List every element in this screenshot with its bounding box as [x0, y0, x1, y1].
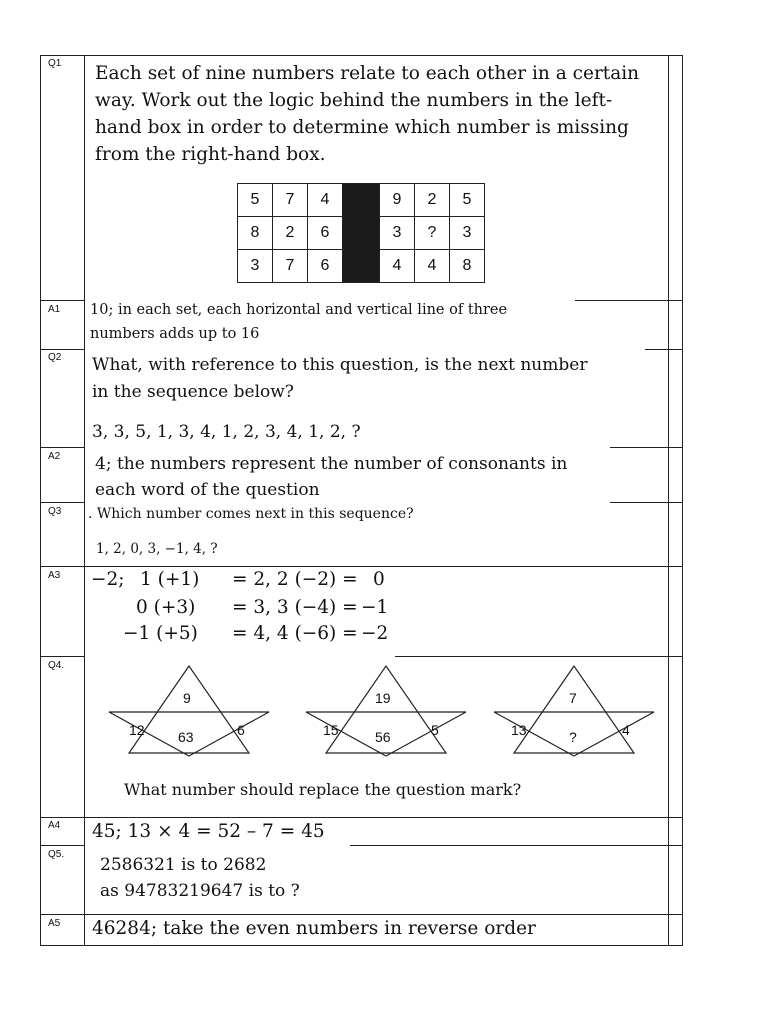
a3-eq: = 2, 2 (−2) = — [232, 569, 358, 590]
grid-cell: 3 — [238, 250, 273, 283]
triangle-puzzles — [100, 660, 665, 775]
row-divider — [40, 914, 683, 915]
label-q3: Q3 — [48, 506, 62, 517]
number-grid — [237, 183, 485, 283]
a3-result: −2 — [361, 623, 389, 644]
grid-cell: 2 — [273, 217, 308, 250]
grid-cell: 6 — [308, 250, 343, 283]
grid-cell: 4 — [380, 250, 415, 283]
row-divider — [610, 447, 683, 448]
a3-expr: 0 (+3) — [136, 597, 196, 618]
label-a2: A2 — [48, 451, 61, 462]
row-divider — [40, 300, 85, 301]
triangle-left-number: 12 — [129, 722, 145, 738]
a3-result: −1 — [361, 597, 389, 618]
triangle-right-number: 4 — [622, 722, 630, 738]
grid-cell: 5 — [238, 184, 273, 217]
q4-question: What number should replace the question mark? — [124, 780, 522, 799]
row-divider — [40, 845, 85, 846]
label-q4: Q4. — [48, 660, 65, 671]
row-divider — [610, 502, 683, 503]
q3-sequence: 1, 2, 0, 3, −1, 4, ? — [96, 541, 218, 557]
a5-answer: 46284; take the even numbers in reverse order — [92, 918, 536, 939]
grid-cell: 6 — [308, 217, 343, 250]
a2-line: 4; the numbers represent the number of consonants in — [95, 454, 568, 474]
grid-cell: 9 — [380, 184, 415, 217]
label-q5: Q5. — [48, 849, 65, 860]
grid-cell: 2 — [415, 184, 450, 217]
triangle-right-number: 5 — [431, 722, 439, 738]
row-divider — [40, 817, 683, 818]
grid-row — [238, 184, 485, 217]
q2-sequence: 3, 3, 5, 1, 3, 4, 1, 2, 3, 4, 1, 2, ? — [92, 422, 361, 442]
bottom-border — [40, 945, 683, 946]
q2-line: What, with reference to this question, is the next number — [92, 355, 588, 375]
grid-cell: 7 — [273, 184, 308, 217]
grid-cell: 3 — [450, 217, 485, 250]
a2-line: each word of the question — [95, 480, 320, 500]
grid-cell: 3 — [380, 217, 415, 250]
q5-line: 2586321 is to 2682 — [100, 855, 267, 875]
label-column-divider — [84, 55, 85, 946]
grid-separator-block — [343, 184, 380, 283]
grid-cell: 8 — [450, 250, 485, 283]
a3-eq: = 3, 3 (−4) = — [232, 597, 358, 618]
row-divider — [40, 447, 85, 448]
row-divider — [40, 566, 683, 567]
q1-line: way. Work out the logic behind the numbers in the left- — [95, 90, 613, 111]
q1-line: hand box in order to determine which number is missing — [95, 117, 629, 138]
a1-line: numbers adds up to 16 — [90, 326, 260, 342]
triangle-center-number: ? — [569, 729, 577, 745]
right-inner-border — [668, 55, 669, 946]
q1-line: from the right-hand box. — [95, 144, 326, 165]
triangle-left-number: 15 — [323, 722, 339, 738]
grid-cell: ? — [415, 217, 450, 250]
right-outer-border — [682, 55, 683, 946]
top-border — [40, 55, 683, 56]
row-divider — [40, 502, 85, 503]
q1-line: Each set of nine numbers relate to each other in a certain — [95, 63, 640, 84]
row-divider — [395, 656, 683, 657]
grid-cell: 7 — [273, 250, 308, 283]
triangle-top-number: 19 — [375, 690, 391, 706]
label-q2: Q2 — [48, 352, 62, 363]
a3-result: 0 — [373, 569, 385, 590]
a3-eq: = 4, 4 (−6) = — [232, 623, 358, 644]
triangle-top-number: 9 — [183, 690, 191, 706]
grid-cell: 4 — [415, 250, 450, 283]
grid-cell: 8 — [238, 217, 273, 250]
triangle-left-number: 13 — [511, 722, 527, 738]
label-a4: A4 — [48, 820, 61, 831]
triangle-center-number: 56 — [375, 729, 391, 745]
label-q1: Q1 — [48, 58, 62, 69]
q5-line: as 94783219647 is to ? — [100, 881, 300, 901]
a3-expr: −1 (+5) — [123, 623, 198, 644]
row-divider — [645, 349, 683, 350]
row-divider — [40, 349, 85, 350]
q2-line: in the sequence below? — [92, 382, 294, 402]
triangle-center-number: 63 — [178, 729, 194, 745]
a3-expr: 1 (+1) — [140, 569, 200, 590]
grid-cell: 5 — [450, 184, 485, 217]
row-divider — [350, 845, 683, 846]
label-a3: A3 — [48, 570, 61, 581]
grid-cell: 4 — [308, 184, 343, 217]
label-a1: A1 — [48, 304, 61, 315]
triangle-right-number: 6 — [237, 722, 245, 738]
a4-answer: 45; 13 × 4 = 52 – 7 = 45 — [92, 821, 325, 842]
row-divider — [40, 656, 85, 657]
row-divider — [575, 300, 683, 301]
left-border — [40, 55, 41, 946]
a1-line: 10; in each set, each horizontal and vertical line of three — [90, 302, 508, 318]
label-a5: A5 — [48, 918, 61, 929]
triangle-top-number: 7 — [569, 690, 577, 706]
a3-lead: −2; — [91, 569, 125, 590]
q3-question: . Which number comes next in this sequence? — [88, 506, 414, 522]
